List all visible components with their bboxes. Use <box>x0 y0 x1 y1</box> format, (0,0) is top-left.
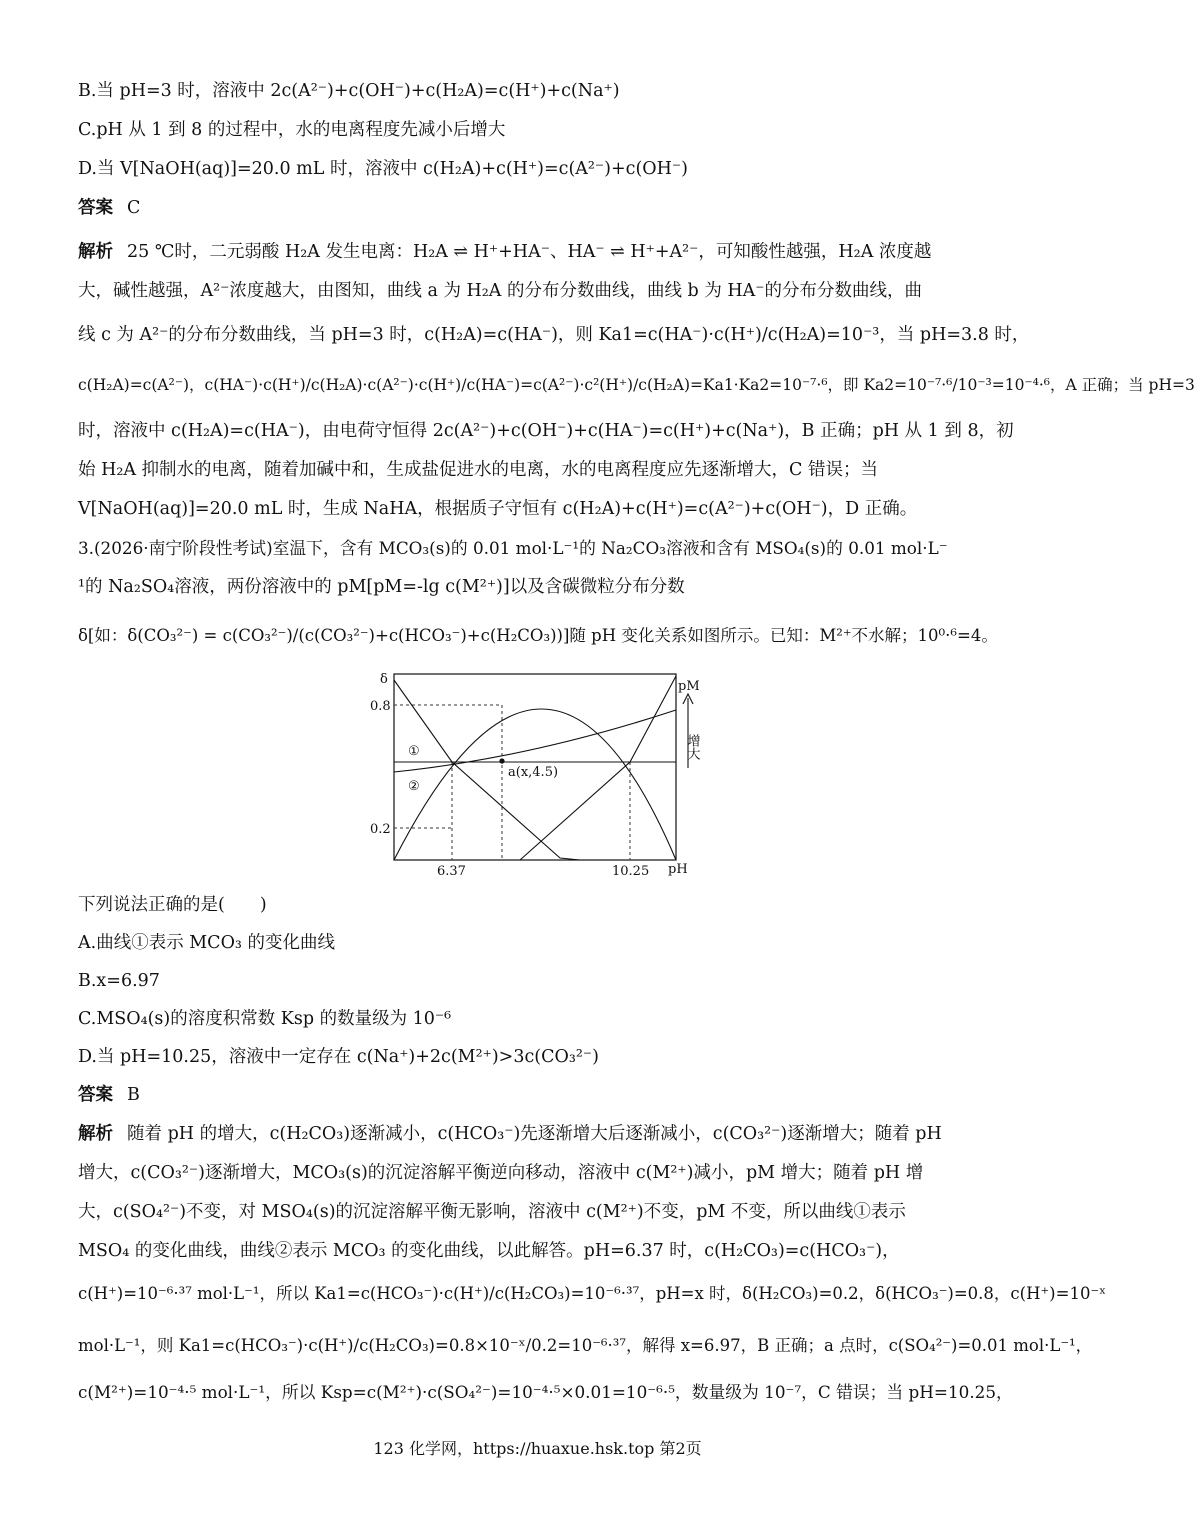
explanation-2-line-2: 增大，c(CO₃²⁻)逐渐增大，MCO₃(s)的沉淀溶解平衡逆向移动，溶液中 c(M²⁺)减小，pM 增大；随着 pH 增 <box>78 1163 924 1183</box>
option-b: B.x=6.97 <box>78 971 160 991</box>
answer-label: 答案 <box>78 1085 113 1105</box>
explanation-1-line-6: 始 H₂A 抑制水的电离，随着加碱中和，生成盐促进水的电离，水的电离程度应先逐渐增大，C 错误；当 <box>78 460 878 480</box>
option-c-line: C.pH 从 1 到 8 的过程中，水的电离程度先减小后增大 <box>78 120 506 140</box>
right-axis-label: pM <box>678 679 700 694</box>
curve-hco3 <box>394 709 676 860</box>
explanation-2-line-3: 大，c(SO₄²⁻)不变，对 MSO₄(s)的沉淀溶解平衡无影响，溶液中 c(M²⁺)不变，pM 不变，所以曲线①表示 <box>78 1202 906 1222</box>
right-arrow-text: 增大 <box>684 734 700 760</box>
x-axis-label: pH <box>668 862 688 877</box>
option-b-line: B.当 pH=3 时，溶液中 2c(A²⁻)+c(OH⁻)+c(H₂A)=c(H⁺)+c(Na⁺) <box>78 81 620 101</box>
figure-svg <box>290 668 710 880</box>
answer-1 <box>78 196 140 220</box>
point-a-label: a(x,4.5) <box>508 765 559 780</box>
explanation-2-line-6: mol·L⁻¹，则 Ka1=c(HCO₃⁻)·c(H⁺)/c(H₂CO₃)=0.8×10⁻ˣ/0.2=10⁻⁶·³⁷，解得 x=6.97，B 正确；a 点时，c(SO₄²⁻)=0.01 mol·L⁻¹， <box>78 1336 1093 1355</box>
distribution-figure <box>290 668 710 880</box>
answer-2 <box>78 1083 140 1107</box>
point-a <box>499 758 504 763</box>
explanation-1-line-5: 时，溶液中 c(H₂A)=c(HA⁻)，由电荷守恒得 2c(A²⁻)+c(OH⁻)+c(HA⁻)=c(H⁺)+c(Na⁺)，B 正确；pH 从 1 到 8，初 <box>78 421 1014 441</box>
explanation-1-line-1 <box>78 240 931 264</box>
explanation-text: 随着 pH 的增大，c(H₂CO₃)逐渐减小，c(HCO₃⁻)先逐渐增大后逐渐减小，c(CO₃²⁻)逐渐增大；随着 pH <box>127 1124 942 1144</box>
x-tick-1025: 10.25 <box>612 864 650 879</box>
y-axis-label: δ <box>380 672 388 687</box>
explanation-1-line-7: V[NaOH(aq)]=20.0 mL 时，生成 NaHA，根据质子守恒有 c(H₂A)+c(H⁺)=c(A²⁻)+c(OH⁻)，D 正确。 <box>78 499 918 519</box>
question-prompt: 下列说法正确的是( ) <box>78 895 267 915</box>
option-c: C.MSO₄(s)的溶度积常数 Ksp 的数量级为 10⁻⁶ <box>78 1009 452 1029</box>
explanation-label: 解析 <box>78 242 113 262</box>
explanation-1-line-2: 大，碱性越强，A²⁻浓度越大，由图知，曲线 a 为 H₂A 的分布分数曲线，曲线 b 为 HA⁻的分布分数曲线，曲 <box>78 281 923 301</box>
y-tick-02: 0.2 <box>370 822 391 837</box>
answer-label: 答案 <box>78 198 113 218</box>
y-tick-08: 0.8 <box>370 699 391 714</box>
curve-2-label: ② <box>408 779 420 794</box>
answer-value: B <box>127 1085 140 1105</box>
explanation-label: 解析 <box>78 1124 113 1144</box>
option-d-line: D.当 V[NaOH(aq)]=20.0 mL 时，溶液中 c(H₂A)+c(H⁺)=c(A²⁻)+c(OH⁻) <box>78 159 688 179</box>
explanation-2-line-4: MSO₄ 的变化曲线，曲线②表示 MCO₃ 的变化曲线，以此解答。pH=6.37 时，c(H₂CO₃)=c(HCO₃⁻)， <box>78 1241 900 1261</box>
option-a: A.曲线①表示 MCO₃ 的变化曲线 <box>78 933 335 953</box>
question-3-line-2: ¹的 Na₂SO₄溶液，两份溶液中的 pM[pM=-lg c(M²⁺)]以及含碳微粒分布分数 <box>78 577 685 597</box>
answer-value: C <box>127 198 141 218</box>
curve-1-label: ① <box>408 744 420 759</box>
question-3-line-1: 3.(2026·南宁阶段性考试)室温下，含有 MCO₃(s)的 0.01 mol·L⁻¹的 Na₂CO₃溶液和含有 MSO₄(s)的 0.01 mol·L⁻ <box>78 538 948 558</box>
explanation-2-line-7: c(M²⁺)=10⁻⁴·⁵ mol·L⁻¹，所以 Ksp=c(M²⁺)·c(SO₄²⁻)=10⁻⁴·⁵×0.01=10⁻⁶·⁵，数量级为 10⁻⁷，C 错误；当 pH=10.25， <box>78 1382 1013 1402</box>
explanation-2-line-5: c(H⁺)=10⁻⁶·³⁷ mol·L⁻¹，所以 Ka1=c(HCO₃⁻)·c(H⁺)/c(H₂CO₃)=10⁻⁶·³⁷，pH=x 时，δ(H₂CO₃)=0.2，δ(HCO₃⁻)=0.8，c(H⁺)=10⁻ˣ <box>78 1284 1107 1303</box>
x-tick-637: 6.37 <box>437 864 466 879</box>
explanation-text: 25 ℃时，二元弱酸 H₂A 发生电离：H₂A ⇌ H⁺+HA⁻、HA⁻ ⇌ H⁺+A²⁻，可知酸性越强，H₂A 浓度越 <box>127 242 932 262</box>
explanation-1-line-3: 线 c 为 A²⁻的分布分数曲线，当 pH=3 时，c(H₂A)=c(HA⁻)，则 Ka1=c(HA⁻)·c(H⁺)/c(H₂A)=10⁻³，当 pH=3.8 时， <box>78 325 1030 345</box>
explanation-2-line-1 <box>78 1122 942 1146</box>
page-footer: 123 化学网，https://huaxue.hsk.top 第2页 <box>373 1439 702 1458</box>
option-d: D.当 pH=10.25，溶液中一定存在 c(Na⁺)+2c(M²⁺)>3c(CO₃²⁻) <box>78 1047 599 1067</box>
curve-2 <box>394 710 676 772</box>
question-3-line-3: δ[如：δ(CO₃²⁻) = c(CO₃²⁻)/(c(CO₃²⁻)+c(HCO₃⁻)+c(H₂CO₃))]随 pH 变化关系如图所示。已知：M²⁺不水解；10⁰·⁶=4。 <box>78 626 998 645</box>
explanation-1-line-4: c(H₂A)=c(A²⁻)，c(HA⁻)·c(H⁺)/c(H₂A)·c(A²⁻)·c(H⁺)/c(HA⁻)=c(A²⁻)·c²(H⁺)/c(H₂A)=Ka1·Ka2=10⁻⁷·⁶，即 Ka2=10⁻⁷·⁶/10⁻³=10⁻⁴·⁶，A 正确；当 pH=3 <box>78 376 1195 394</box>
